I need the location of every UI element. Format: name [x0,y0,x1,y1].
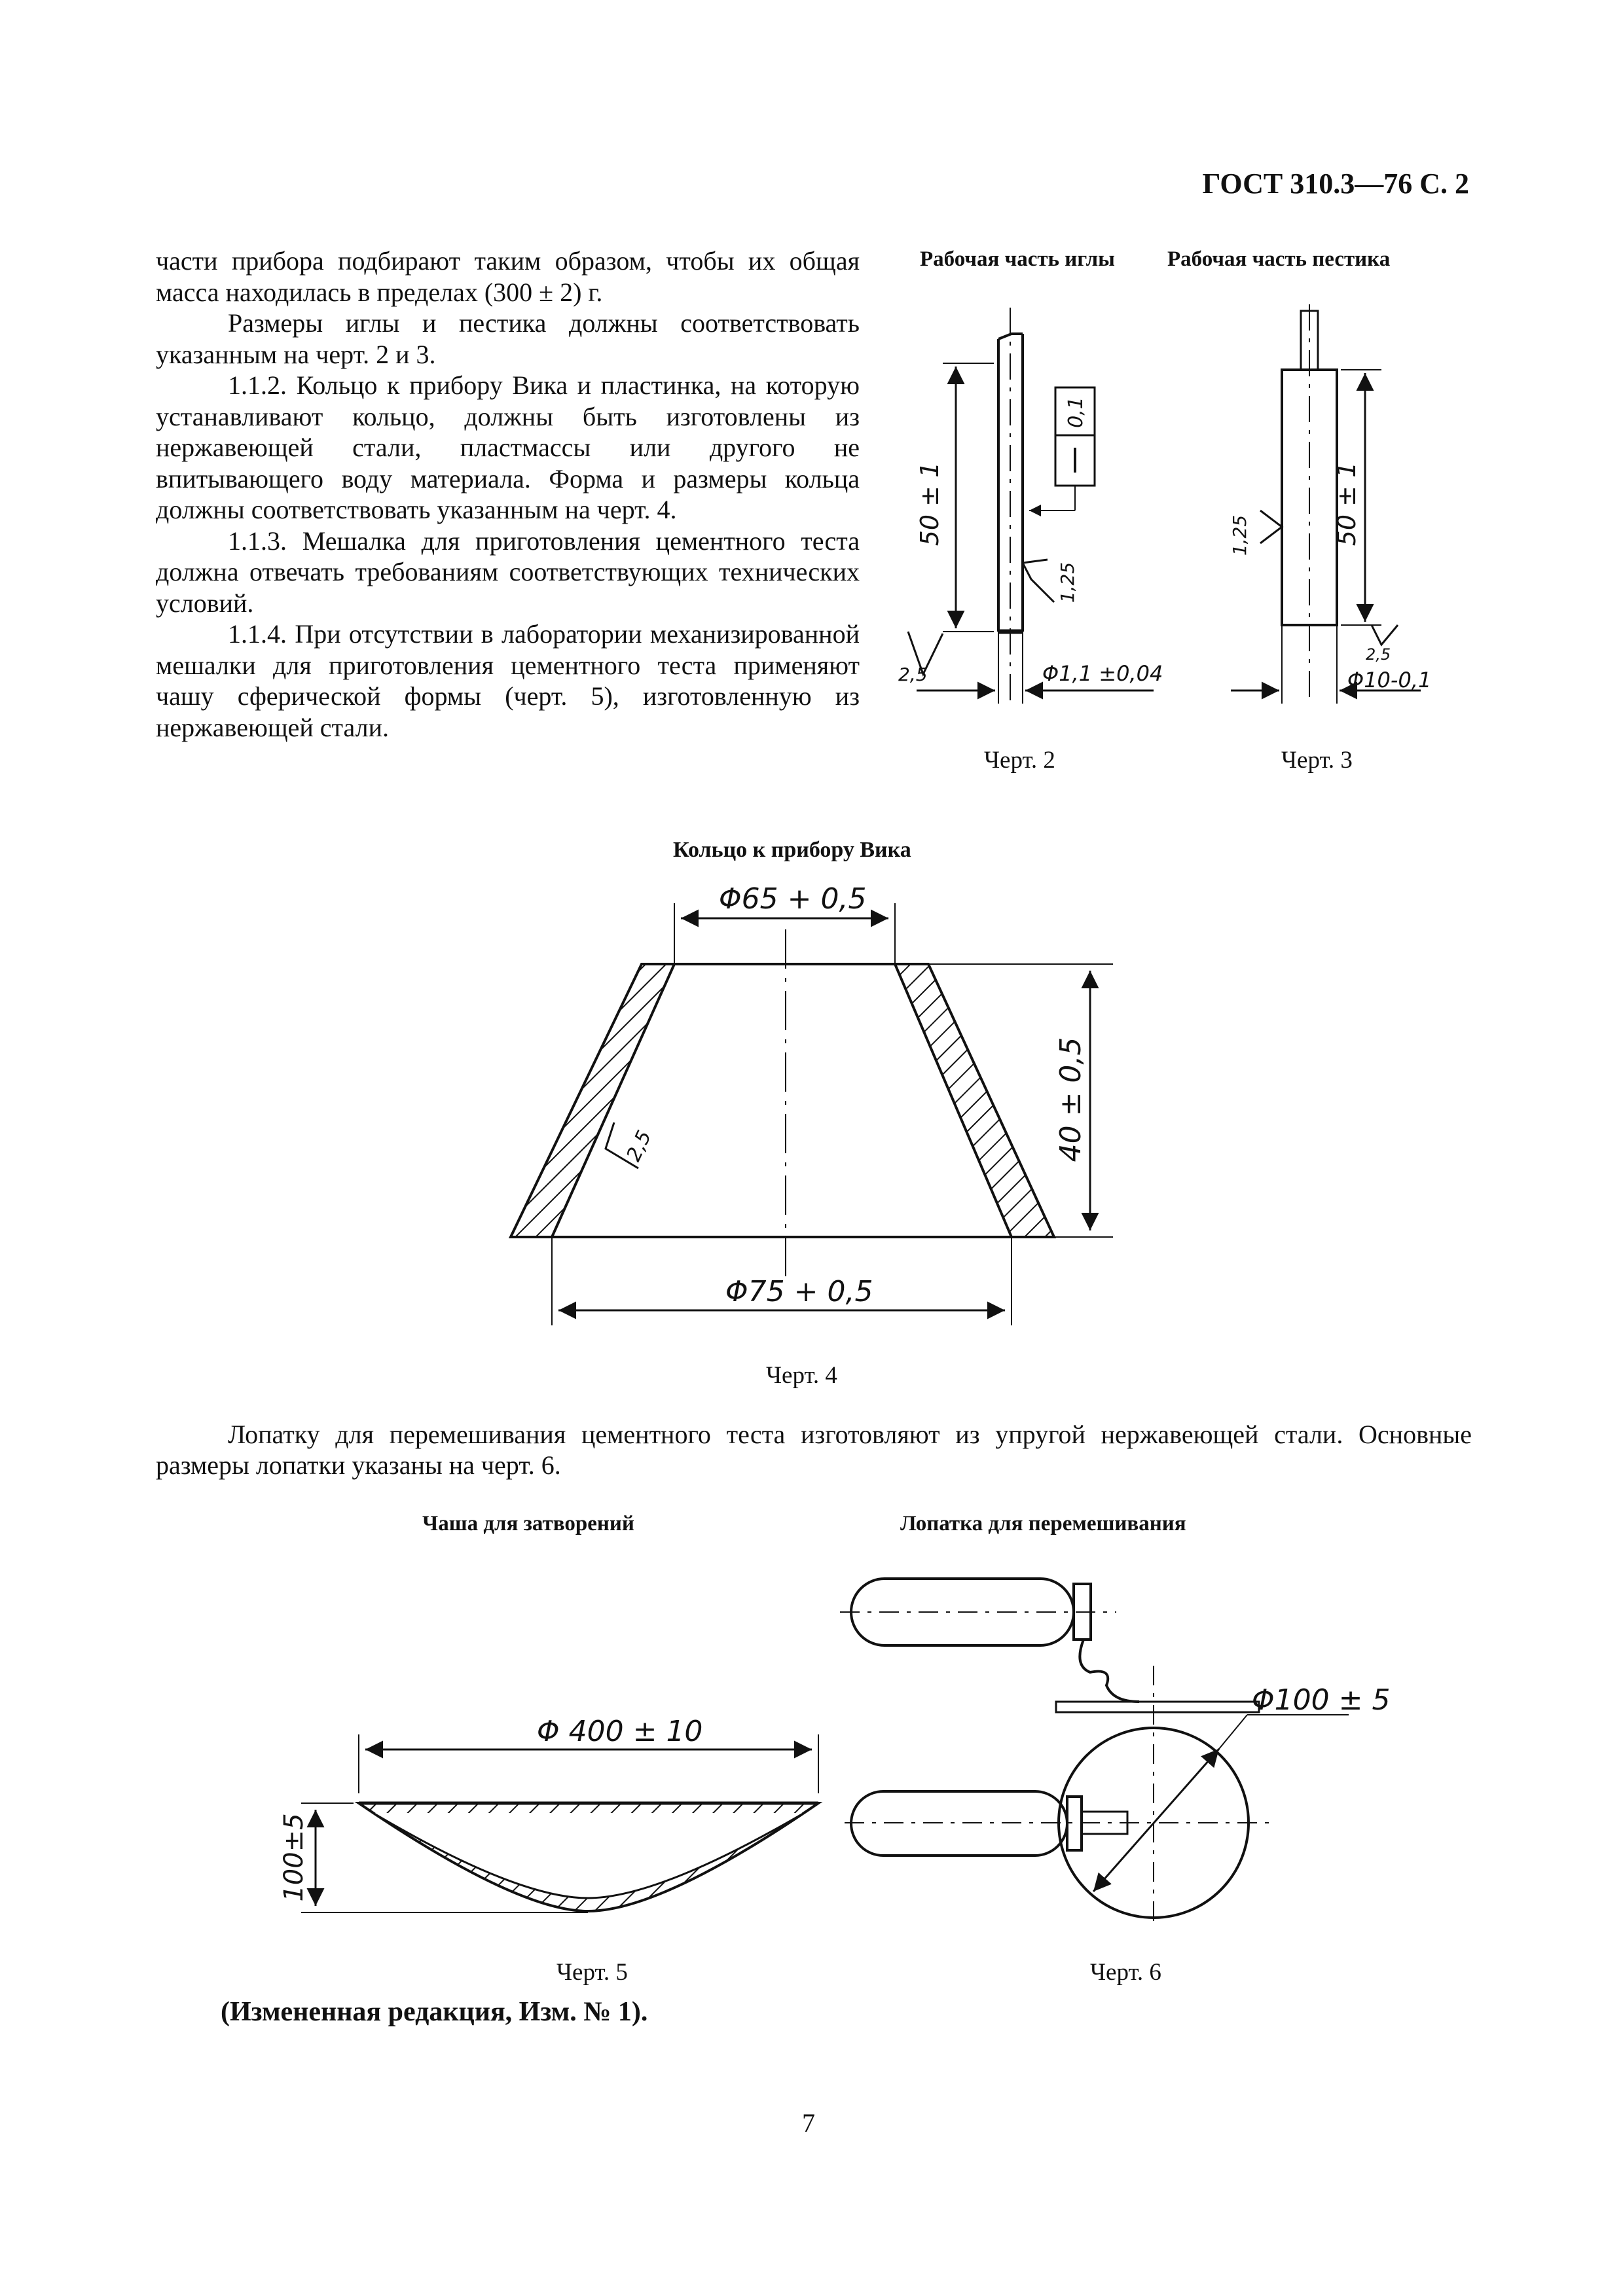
fig3-drawing [1231,304,1421,704]
fig2-drawing [908,308,1154,704]
fig2-diameter-label: Φ1,1 ±0,04 [1042,661,1163,686]
fig2-tolerance-value: 0,1 [1065,397,1087,428]
fig3-roughness-side: 1,25 [1229,514,1250,556]
fig6-drawing [840,1579,1349,1928]
page-number: 7 [802,2108,815,2138]
spatula-paragraph: Лопатку для перемешивания цементного теста изготовляют из упругой нержавеющей стали. Основные размеры лопатки указаны на черт. 6. [156,1420,1472,1480]
fig6-title: Лопатка для перемешивания [900,1512,1186,1535]
fig3-length-label: 50 ± 1 [1332,461,1361,547]
fig4-title: Кольцо к прибору Вика [673,838,911,862]
paragraph-continuation: части прибора подбирают таким образом, чтобы их общая масса находилась в пределах (300 ± 2) г. [156,246,860,307]
fig4-caption: Черт. 4 [766,1362,837,1389]
fig4-top-diameter-label: Φ65 + 0,5 [719,882,867,916]
fig4-bottom-diameter-label: Φ75 + 0,5 [725,1275,873,1308]
fig5-depth-label: 100±5 [279,1813,309,1902]
fig2-caption: Черт. 2 [984,747,1055,774]
fig5-drawing [301,1734,818,1912]
fig4-drawing [511,903,1113,1325]
fig5-diameter-label: Φ 400 ± 10 [537,1715,703,1748]
fig4-height-label: 40 ± 0,5 [1054,1037,1087,1162]
paragraph-dimensions: Размеры иглы и пестика должны соответствовать указанным на черт. 2 и 3. [156,308,860,369]
fig6-diameter-label: Φ100 ± 5 [1252,1683,1391,1717]
fig5-caption: Черт. 5 [556,1959,628,1986]
fig4-roughness-label: 2,5 [622,1126,657,1166]
fig2-roughness-tip: 2,5 [898,664,928,685]
fig2-roughness-side: 1,25 [1057,562,1078,603]
fig5-title: Чаша для затворений [422,1512,634,1535]
edition-note: (Измененная редакция, Изм. № 1). [221,1997,648,2027]
fig3-title: Рабочая часть пестика [1167,247,1391,271]
fig3-caption: Черт. 3 [1281,747,1353,774]
document-reference: ГОСТ 310.3—76 С. 2 [1202,168,1469,200]
fig3-diameter-label: Φ10-0,1 [1347,668,1432,692]
fig2-length-label: 50 ± 1 [915,461,944,547]
paragraph-1-1-4: 1.1.4. При отсутствии в лаборатории механизированной мешалки для приготовления цементного теста применяют чашу сферической формы (черт. 5), изготовленную из нержавеющей стали. [156,619,860,742]
paragraph-1-1-2: 1.1.2. Кольцо к прибору Вика и пластинка, на которую устанавливают кольцо, должны быть изготовлены из нержавеющей стали, пластмассы или другого не впитывающего воду материала. Форма и размеры кольца должны соответствовать указанным на черт. 4. [156,370,860,524]
fig6-caption: Черт. 6 [1090,1959,1161,1986]
fig2-title: Рабочая часть иглы [920,247,1115,271]
paragraph-1-1-3: 1.1.3. Мешалка для приготовления цементного теста должна отвечать требованиям соответствующих технических условий. [156,526,860,618]
fig3-roughness-tip: 2,5 [1366,645,1391,664]
